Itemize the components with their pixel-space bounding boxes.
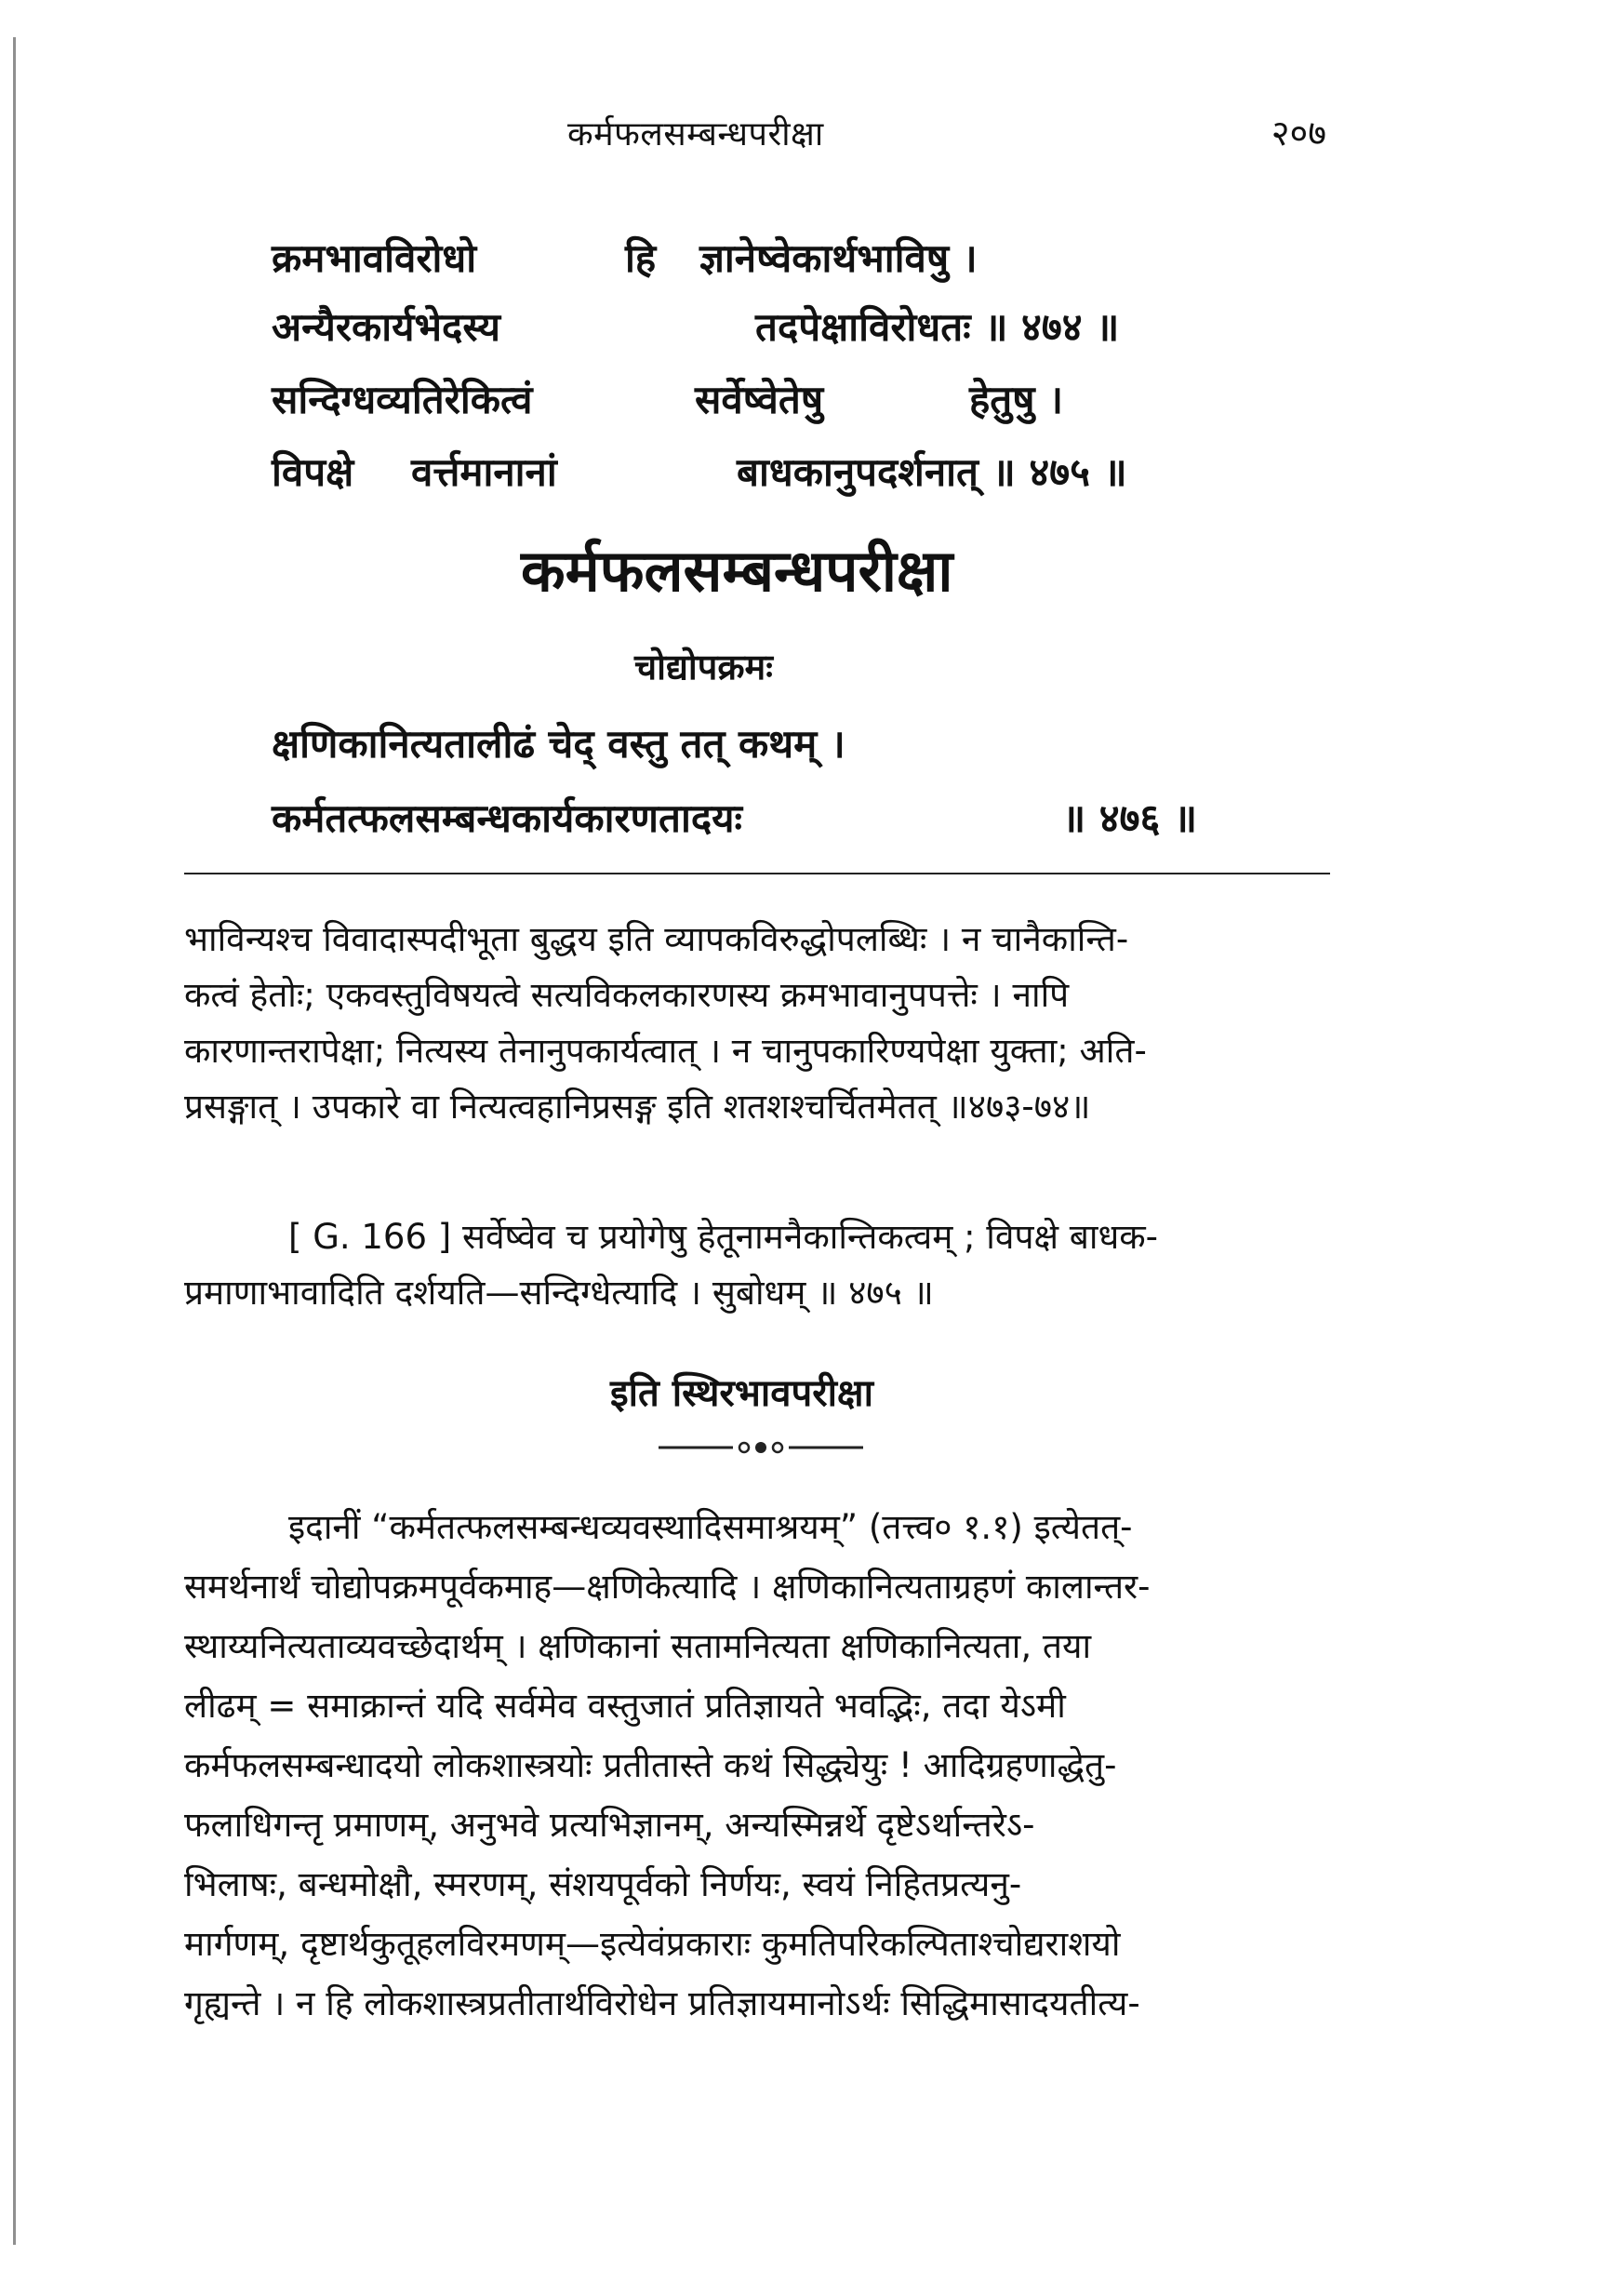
commentary-line: [ G. 166 ] सर्वेष्वेव च प्रयोगेषु हेतूनामनैकान्तिकत्वम् ; विपक्षे बाधक- xyxy=(288,1217,1158,1257)
running-head: कर्मफलसम्बन्धपरीक्षा xyxy=(567,115,824,153)
verse-part: सर्वेष्वेतेषु xyxy=(695,377,824,422)
verse-part: क्रमभावविरोधो xyxy=(272,235,477,281)
commentary-line: मार्गणम्, दृष्टार्थकुतूहलविरमणम्—इत्येवंप्रकाराः कुमतिपरिकल्पिताश्चोद्यराशयो xyxy=(184,1924,1121,1964)
commentary-line: फलाधिगन्तृ प्रमाणम्, अनुभवे प्रत्यभिज्ञानम्, अन्यस्मिन्नर्थे दृष्टेऽर्थान्तरेऽ- xyxy=(184,1805,1035,1845)
page-number: २०७ xyxy=(1271,113,1326,153)
page-binding-edge xyxy=(13,37,16,2245)
commentary-line: लीढम् = समाक्रान्तं यदि सर्वमेव वस्तुजातं प्रतिज्ञायते भवद्भिः, तदा येऽमी xyxy=(184,1686,1066,1726)
verse-part: कर्मतत्फलसम्बन्धकार्यकारणतादयः xyxy=(272,795,742,841)
verse-part: बाधकानुपदर्शनात् ॥ ४७५ ॥ xyxy=(737,449,1127,495)
verse-part: तदपेक्षाविरोधतः ॥ ४७४ ॥ xyxy=(755,304,1120,350)
commentary-line: कर्मफलसम्बन्धादयो लोकशास्त्रयोः प्रतीतास्ते कथं सिद्ध्येयुः ! आदिग्रहणाद्धेतु- xyxy=(184,1745,1117,1785)
commentary-line: भिलाषः, बन्धमोक्षौ, स्मरणम्, संशयपूर्वको निर्णयः, स्वयं निहितप्रत्यनु- xyxy=(184,1864,1022,1904)
verse-part: हि xyxy=(625,235,657,281)
commentary-line: भाविन्यश्च विवादास्पदीभूता बुद्धय इति व्यापकविरुद्धोपलब्धिः । न चानैकान्ति- xyxy=(184,919,1129,959)
commentary-line: कारणान्तरापेक्षा; नित्यस्य तेनानुपकार्यत्वात् । न चानुपकारिण्यपेक्षा युक्ता; अति- xyxy=(184,1031,1147,1071)
commentary-line: इदानीं “कर्मतत्फलसम्बन्धव्यवस्थादिसमाश्रयम्” (तत्त्व० १.१) इत्येतत्- xyxy=(288,1507,1133,1547)
commentary-line: प्रसङ्गात् । उपकारे वा नित्यत्वहानिप्रसङ्ग इति शतशश्चर्चितमेतत् ॥४७३-७४॥ xyxy=(184,1087,1091,1127)
ornament-divider xyxy=(659,1436,863,1459)
section-subtitle: चोद्योपक्रमः xyxy=(634,647,773,687)
verse-part: हेतुषु । xyxy=(969,377,1064,422)
commentary-block xyxy=(184,1498,1356,2034)
section-title: कर्मफलसम्बन्धपरीक्षा xyxy=(521,537,953,605)
verse-part: ज्ञानेष्वेकार्थभाविषु । xyxy=(699,235,978,281)
chapter-closing-title: इति स्थिरभावपरीक्षा xyxy=(610,1372,873,1415)
commentary-line: कत्वं हेतोः; एकवस्तुविषयत्वे सत्यविकलकारणस्य क्रमभावानुपपत्तेः । नापि xyxy=(184,975,1070,1015)
commentary-block xyxy=(184,912,1356,1135)
commentary-line: समर्थनार्थं चोद्योपक्रमपूर्वकमाह—क्षणिकेत्यादि । क्षणिकानित्यताग्रहणं कालान्तर- xyxy=(184,1567,1151,1607)
verse-part: वर्त्तमानानां xyxy=(411,449,557,495)
verse-part: क्षणिकानित्यतालीढं चेद् वस्तु तत् कथम् । xyxy=(272,721,845,767)
verse-part: ॥ ४७६ ॥ xyxy=(1062,795,1198,841)
commentary-line: प्रमाणाभावादिति दर्शयति—सन्दिग्धेत्यादि । सुबोधम् ॥ ४७५ ॥ xyxy=(184,1273,934,1313)
commentary-line: गृह्यन्ते । न हि लोकशास्त्रप्रतीतार्थविरोधेन प्रतिज्ञायमानोऽर्थः सिद्धिमासादयतीत्य- xyxy=(184,1983,1140,2023)
verse-part: सन्दिग्धव्यतिरेकित्वं xyxy=(272,377,533,422)
divider-rule xyxy=(184,873,1330,874)
verse-part: विपक्षे xyxy=(272,449,354,495)
commentary-line: स्थाय्यनित्यताव्यवच्छेदार्थम् । क्षणिकानां सतामनित्यता क्षणिकानित्यता, तया xyxy=(184,1626,1092,1666)
commentary-block xyxy=(184,1209,1356,1321)
verse-part: अन्यैरकार्यभेदस्य xyxy=(272,304,501,350)
